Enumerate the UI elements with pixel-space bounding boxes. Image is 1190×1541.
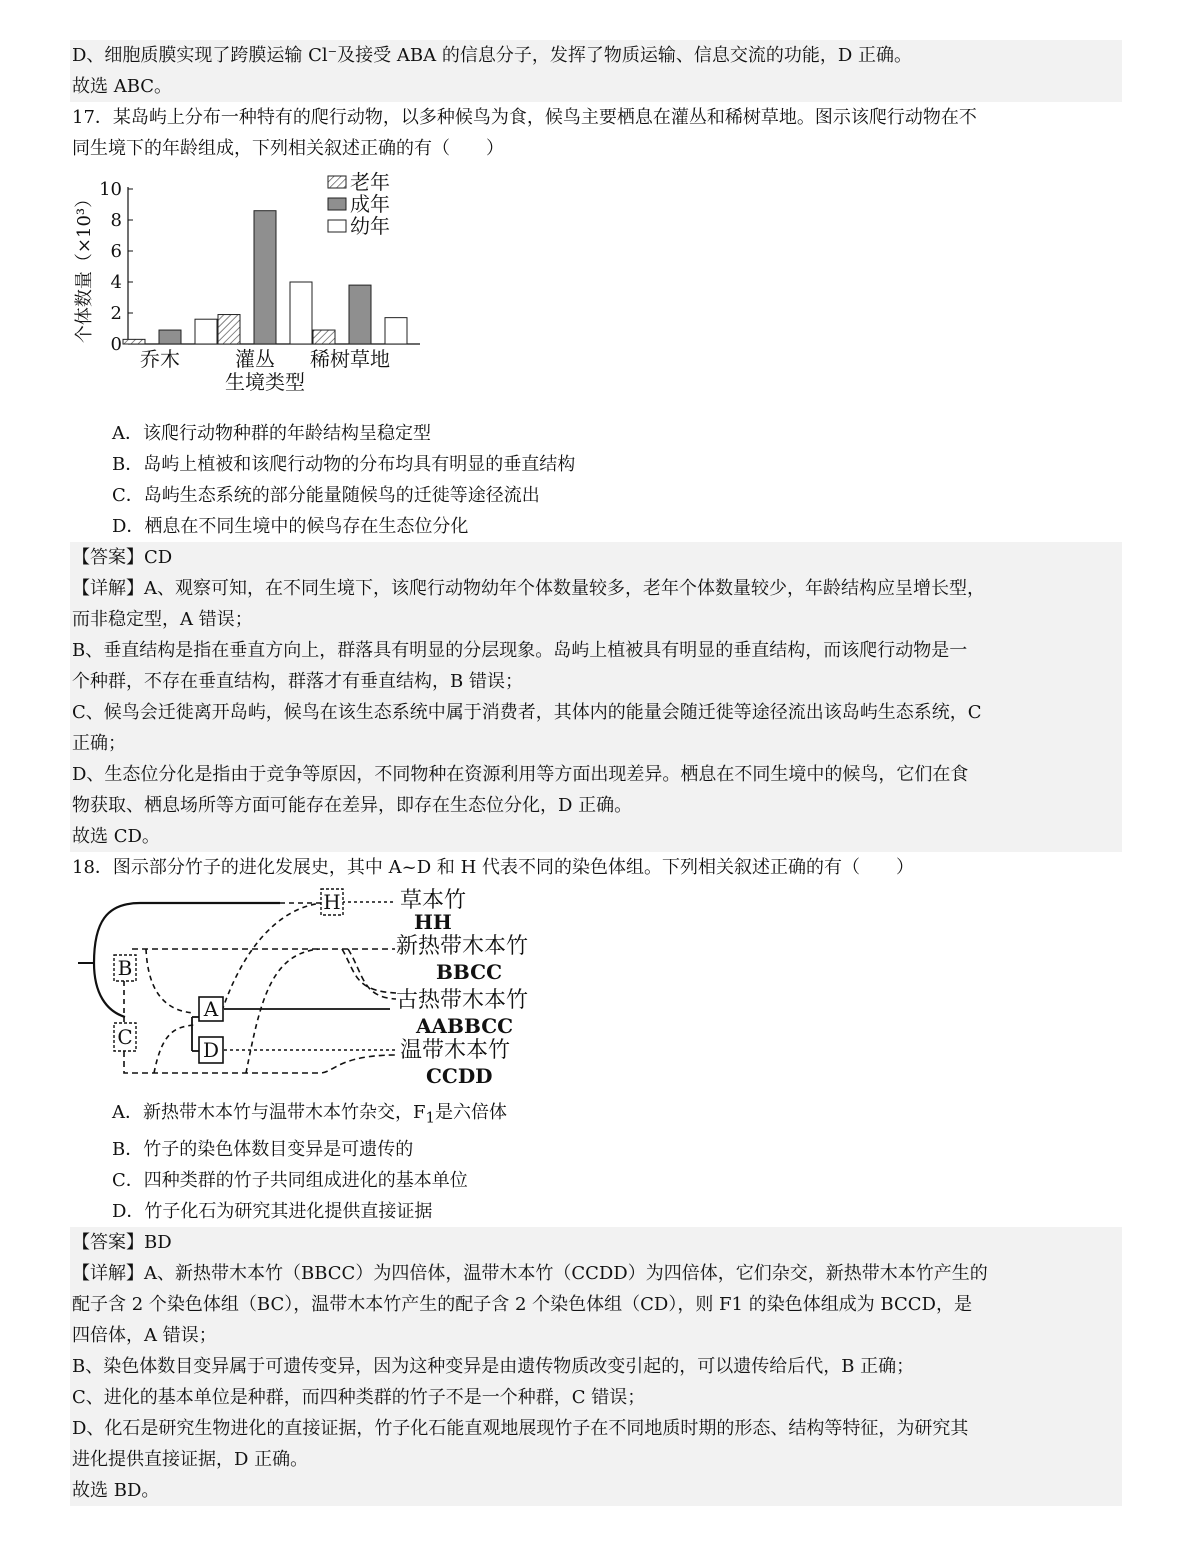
- paleotropical-link-1: [342, 949, 396, 993]
- q18-conclusion: 故选 BD。: [72, 1479, 160, 1501]
- bar-成年: [349, 285, 371, 344]
- q18-explain-line: B、染色体数目变异属于可遗传变异，因为这种变异是由遗传物质改变引起的，可以遗传给后代，B 正确；: [72, 1355, 915, 1377]
- category-label: 乔木: [140, 347, 180, 371]
- legend-swatch-老年: [328, 176, 346, 188]
- x-axis-label: 生境类型: [225, 370, 305, 394]
- q17-answer-block: [70, 542, 1122, 852]
- bar-老年: [313, 330, 335, 344]
- q18-option-c: C．四种类群的竹子共同组成进化的基本单位: [112, 1169, 468, 1191]
- q18-explain-line: D、化石是研究生物进化的直接证据，竹子化石能直观地展现竹子在不同地质时期的形态、结构等特征，为研究其: [72, 1417, 969, 1439]
- q17-explain-line: 正确；: [72, 733, 126, 754]
- q17-option-c: C．岛屿生态系统的部分能量随候鸟的迁徙等途径流出: [112, 485, 540, 506]
- q18-explain-line: 进化提供直接证据，D 正确。: [72, 1448, 309, 1470]
- species-paleotropical: 古热带木本竹: [396, 988, 529, 1013]
- species-temperate: 温带木本竹: [400, 1038, 511, 1063]
- q17-conclusion: 故选 CD。: [72, 826, 160, 847]
- q17-explain-line: 而非稳定型，A 错误；: [72, 609, 253, 630]
- legend-swatch-幼年: [328, 220, 346, 232]
- q18-option-a: [70, 1097, 1122, 1134]
- genome-temperate: CCDD: [426, 1064, 493, 1088]
- q17-explain-line: 物获取、栖息场所等方面可能存在差异，即存在生态位分化，D 正确。: [72, 795, 633, 816]
- y-tick-label: 6: [110, 241, 122, 262]
- species-herbaceous: 草本竹: [400, 888, 467, 913]
- y-axis-label: 个体数量（×10³）: [74, 189, 95, 344]
- category-label: 灌丛: [235, 347, 275, 371]
- q16-conclusion: 故选 ABC。: [72, 76, 173, 97]
- genome-label-b: B: [117, 956, 133, 980]
- y-tick-label: 10: [99, 179, 122, 200]
- species-neotropical: 新热带木本竹: [396, 934, 529, 959]
- q18-option-a-tail: 是六倍体: [435, 1102, 508, 1123]
- q18-explain-line: 配子含 2 个染色体组（BC），温带木本竹产生的配子含 2 个染色体组（CD），则 F1 的染色体组成为 BCCD，是: [72, 1293, 972, 1315]
- q17-answer: 【答案】CD: [72, 547, 173, 568]
- q17-stem-line1: 17．某岛屿上分布一种特有的爬行动物，以多种候鸟为食，候鸟主要栖息在灌丛和稀树草地。图示该爬行动物在不: [72, 107, 977, 128]
- q18-option-a-text: A．新热带木本竹与温带木本竹杂交，F: [112, 1102, 426, 1123]
- bar-成年: [254, 211, 276, 344]
- category-label: 稀树草地: [310, 347, 390, 371]
- genome-box-h: [321, 889, 343, 915]
- q18-stem: 18．图示部分竹子的进化发展史，其中 A~D 和 H 代表不同的染色体组。下列相关叙述正确的有（ ）: [72, 857, 914, 878]
- legend-label: 成年: [350, 192, 390, 216]
- q17-option-b: B．岛屿上植被和该爬行动物的分布均具有明显的垂直结构: [112, 454, 576, 475]
- genome-box-a: [199, 997, 223, 1021]
- q18-question: [70, 852, 1122, 1227]
- bar-老年: [218, 315, 240, 344]
- q18-bamboo-evolution-diagram: [70, 883, 1122, 1097]
- q17-question: [70, 102, 1122, 542]
- y-tick-label: 2: [110, 303, 122, 324]
- q18-explain-line: 【详解】A、新热带木本竹（BBCC）为四倍体，温带木本竹（CCDD）为四倍体，它们杂交，新热带木本竹产生的: [72, 1262, 988, 1284]
- b-to-a: [146, 949, 194, 1013]
- q18-option-b: B．竹子的染色体数目变异是可遗传的: [112, 1138, 414, 1160]
- q16-option-d-explain: D、细胞质膜实现了跨膜运输 Cl⁻及接受 ABA 的信息分子，发挥了物质运输、信息交流的功能，D 正确。: [72, 45, 913, 66]
- bamboo-phylogeny-svg: [70, 883, 590, 1097]
- genome-label-a: A: [203, 997, 219, 1021]
- lineage-to-h: [94, 903, 280, 963]
- y-tick-label: 4: [110, 272, 122, 293]
- genome-box-c: [114, 1023, 136, 1051]
- c-to-a: [154, 1025, 194, 1073]
- legend-swatch-成年: [328, 198, 346, 210]
- genome-box-d: [199, 1037, 223, 1063]
- q18-explain-line: 四倍体，A 错误；: [72, 1324, 217, 1346]
- q17-explain-line: B、垂直结构是指在垂直方向上，群落具有明显的分层现象。岛屿上植被具有明显的垂直结构，而该爬行动物是一: [72, 640, 968, 661]
- neotropical-to-d: [246, 949, 320, 1073]
- bar-幼年: [195, 319, 217, 344]
- age-structure-chart: [70, 164, 490, 418]
- genome-herbaceous: HH: [414, 910, 452, 934]
- genome-box-b: [114, 955, 136, 981]
- q18-option-a-subscript: 1: [425, 1108, 436, 1127]
- y-tick-label: 0: [110, 334, 122, 355]
- a-to-h: [222, 903, 322, 1011]
- q18-answer: 【答案】BD: [72, 1231, 172, 1253]
- q16-explanation-tail: [70, 40, 1122, 102]
- genome-neotropical: BBCC: [436, 960, 503, 984]
- bar-成年: [159, 330, 181, 344]
- q17-bar-chart: [70, 164, 1122, 418]
- q17-explain-line: 个种群，不存在垂直结构，群落才有垂直结构，B 错误；: [72, 671, 523, 692]
- legend-label: 幼年: [350, 214, 390, 238]
- q17-option-d: D．栖息在不同生境中的候鸟存在生态位分化: [112, 516, 469, 537]
- q17-stem-line2: 同生境下的年龄组成，下列相关叙述正确的有（ ）: [72, 138, 504, 159]
- q17-explain-line: C、候鸟会迁徙离开岛屿，候鸟在该生态系统中属于消费者，其体内的能量会随迁徙等途径流出该岛屿生态系统，C: [72, 702, 982, 723]
- y-tick-label: 8: [110, 210, 122, 231]
- q18-option-d: D．竹子化石为研究其进化提供直接证据: [112, 1200, 433, 1222]
- q17-explain-line: 【详解】A、观察可知，在不同生境下，该爬行动物幼年个体数量较多，老年个体数量较少，年龄结构应呈增长型，: [72, 578, 985, 599]
- genome-label-h: H: [323, 890, 341, 914]
- q17-explain-line: D、生态位分化是指由于竞争等原因，不同物种在资源利用等方面出现差异。栖息在不同生境中的候鸟，它们在食: [72, 764, 969, 785]
- genome-label-c: C: [117, 1025, 133, 1049]
- bar-幼年: [290, 282, 312, 344]
- paleotropical-link-2: [348, 949, 396, 999]
- q18-answer-block: [70, 1227, 1122, 1506]
- genome-label-d: D: [202, 1038, 220, 1062]
- c-bottom-line: [124, 1051, 396, 1073]
- genome-paleotropical: AABBCC: [416, 1014, 514, 1038]
- legend-label: 老年: [350, 170, 390, 194]
- document-page: [70, 40, 1122, 1506]
- q17-option-a: A．该爬行动物种群的年龄结构呈稳定型: [112, 423, 431, 444]
- q18-explain-line: C、进化的基本单位是种群，而四种类群的竹子不是一个种群，C 错误；: [72, 1386, 646, 1408]
- bar-老年: [123, 339, 145, 344]
- bar-幼年: [385, 318, 407, 344]
